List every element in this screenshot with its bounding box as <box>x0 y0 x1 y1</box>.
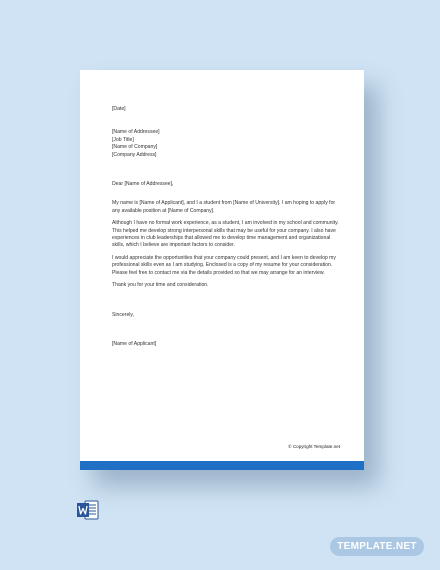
paragraph-line: Although I have no formal work experience, as a student, I am involved in my school and community. <box>112 220 339 227</box>
paragraph-line: professional skills even as I am studying. Enclosed is a copy of my resume for your consideration. <box>112 262 333 269</box>
letter-body <box>112 106 338 348</box>
recipient-title: [Job Title] <box>112 136 134 143</box>
paragraph-closing-request <box>112 255 338 277</box>
paragraph-line: experiences in club leaderships that allowed me to develop time management and organizational <box>112 235 331 242</box>
recipient-company: [Name of Company] <box>112 144 158 151</box>
paragraph-line: I would appreciate the opportunities that your company could present, and I am keen to develop my <box>112 254 336 261</box>
letter-date: [Date] <box>112 106 126 112</box>
paragraph-line: any available position at [Name of Company]. <box>112 207 215 214</box>
salutation: Dear [Name of Addressee], <box>112 181 174 188</box>
paragraph-line: Thank you for your time and consideration. <box>112 282 209 289</box>
recipient-address: [Company Address] <box>112 151 157 158</box>
paragraph-intro <box>112 200 338 215</box>
brand-label: TEMPLATE.NET <box>337 541 417 552</box>
footer-accent-bar <box>80 461 364 470</box>
paragraph-line: skills, which I believe are important factors to consider. <box>112 242 235 249</box>
recipient-block <box>112 129 338 159</box>
paragraph-line: My name is [Name of Applicant], and I a student from [Name of University]. I am hoping to apply for <box>112 200 336 207</box>
word-icon <box>77 500 99 520</box>
paragraph-experience <box>112 220 338 250</box>
signature: [Name of Applicant] <box>112 340 157 347</box>
closing: Sincerely, <box>112 311 134 318</box>
letter-page <box>80 70 364 470</box>
paragraph-thanks <box>112 282 338 289</box>
paragraph-line: Please feel free to contact me via the details provided so that we may arrange for an interview. <box>112 269 325 276</box>
recipient-name: [Name of Addressee] <box>112 129 160 136</box>
paragraph-line: This helped me develop strong interpersonal skills that may be useful for your company. I also have <box>112 227 336 234</box>
brand-badge[interactable] <box>330 537 424 556</box>
copyright-notice: © Copyright Template.net <box>288 444 340 449</box>
